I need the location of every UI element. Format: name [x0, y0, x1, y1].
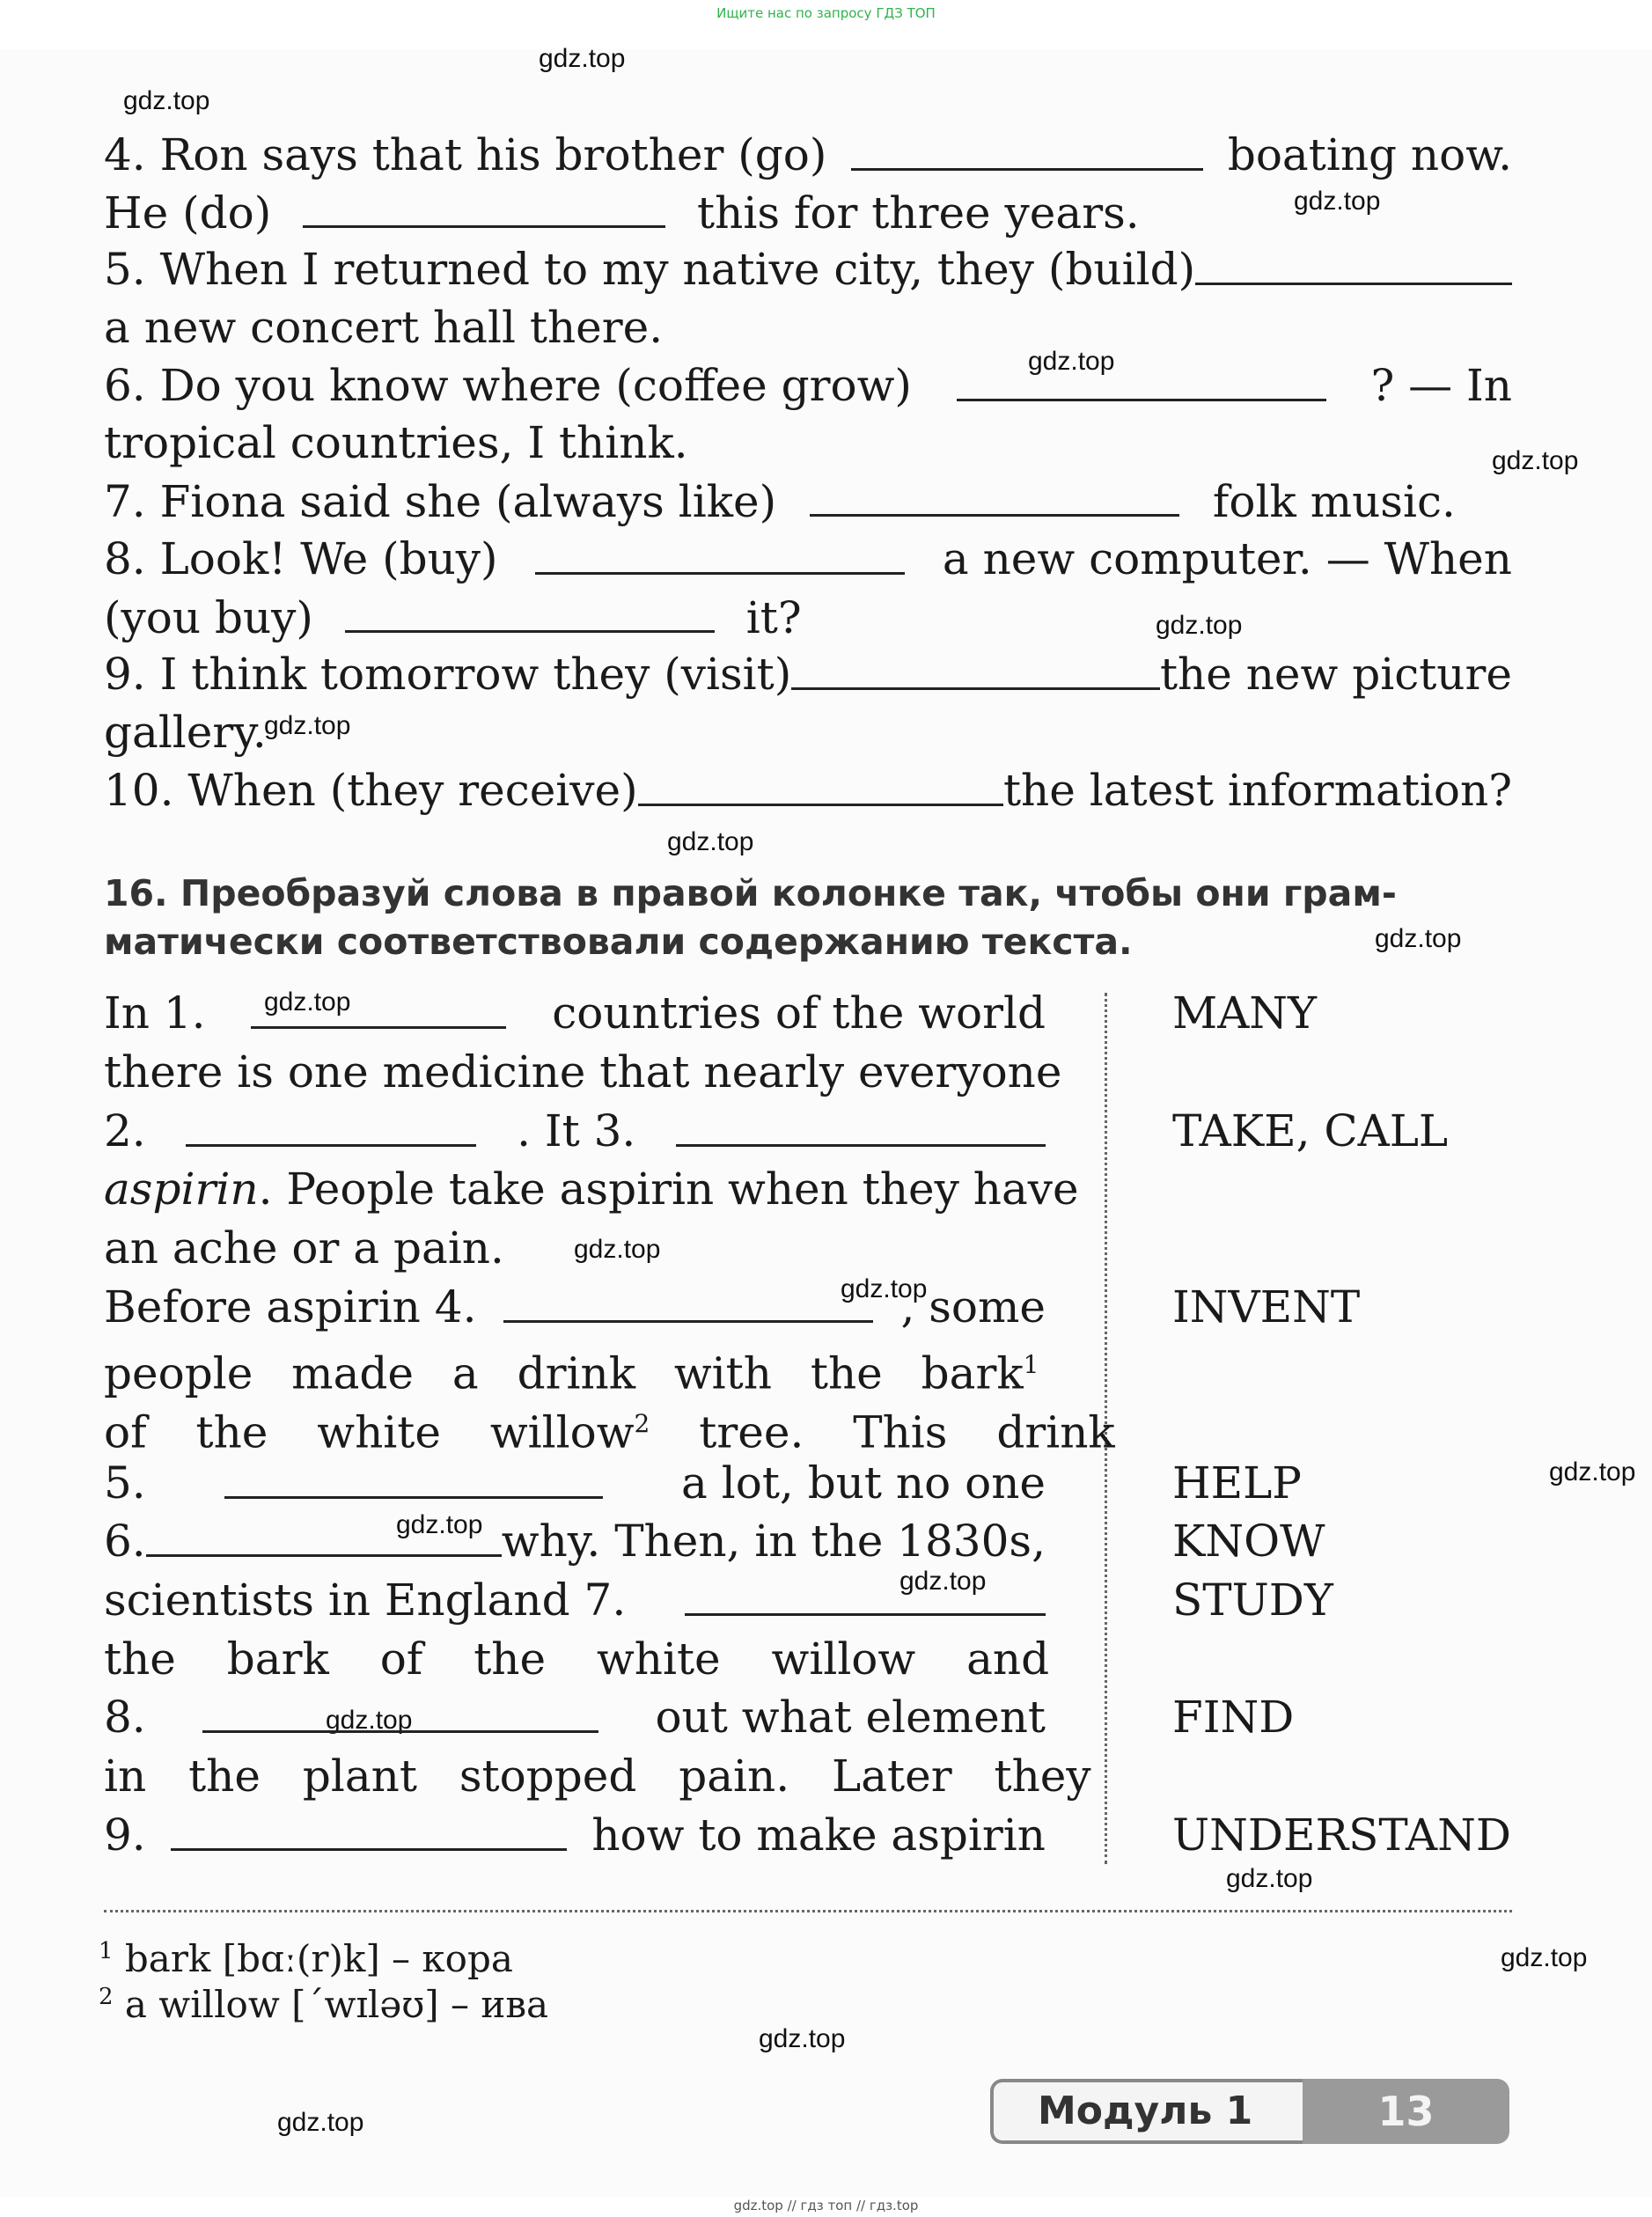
- task-heading: матически соответствовали содержанию текста.: [104, 921, 1133, 963]
- answer-blank[interactable]: [345, 588, 715, 633]
- watermark: gdz.top: [1492, 446, 1579, 475]
- watermark: gdz.top: [1156, 611, 1243, 640]
- watermark: gdz.top: [1226, 1864, 1313, 1893]
- text-line: Before aspirin 4. , some: [104, 1278, 1046, 1336]
- watermark: gdz.top: [899, 1567, 987, 1596]
- exercise-item-6-cont: tropical countries, I think.: [104, 417, 688, 468]
- watermark: gdz.top: [1375, 924, 1462, 953]
- watermark: gdz.top: [539, 44, 626, 73]
- exercise-item-7: 7. Fiona said she (always like) folk music.: [104, 472, 1512, 531]
- text-line: there is one medicine that nearly everyone: [104, 1046, 1062, 1097]
- watermark: gdz.top: [277, 2108, 364, 2137]
- answer-blank[interactable]: [503, 1278, 873, 1323]
- module-badge: [990, 2079, 1509, 2144]
- text-line: of the white willow$^2$ tree. This drink: [104, 1406, 1115, 1458]
- footnote-1: $^1$ bark [bɑː(r)k] – кора: [99, 1937, 513, 1980]
- text-line: an ache or a pain.: [104, 1222, 504, 1274]
- exercise-item-9: 9. I think tomorrow they (visit) the new picture: [104, 645, 1512, 703]
- answer-blank[interactable]: [638, 761, 1003, 806]
- text-line: people made a drink with the bark$^1$: [104, 1347, 1039, 1399]
- word-to-transform: INVENT: [1172, 1281, 1361, 1332]
- footnote-2: $^2$ a willow [ˊwɪləʊ] – ива: [99, 1983, 548, 2026]
- word-to-transform: TAKE, CALL: [1172, 1105, 1449, 1156]
- answer-blank[interactable]: [791, 645, 1160, 690]
- answer-blank[interactable]: [685, 1571, 1046, 1616]
- answer-blank[interactable]: [202, 1688, 598, 1733]
- answer-blank[interactable]: [186, 1102, 476, 1147]
- page-number: 13: [1303, 2079, 1509, 2144]
- text-line: 6. why. Then, in the 1830s,: [104, 1512, 1046, 1570]
- watermark: gdz.top: [1549, 1457, 1636, 1487]
- exercise-item-8-cont: (you buy) it?: [104, 588, 1512, 647]
- word-to-transform: MANY: [1172, 987, 1318, 1039]
- text-line: 2. . It 3.: [104, 1102, 1046, 1160]
- word-to-transform: STUDY: [1172, 1575, 1333, 1626]
- answer-blank[interactable]: [171, 1806, 567, 1851]
- answer-blank[interactable]: [851, 126, 1203, 171]
- text-line: scientists in England 7.: [104, 1571, 1046, 1629]
- watermark: gdz.top: [396, 1510, 483, 1539]
- text-line: the bark of the white willow and: [104, 1633, 1050, 1685]
- exercise-item-5: 5. When I returned to my native city, they (build): [104, 240, 1512, 298]
- footnote-divider: [104, 1910, 1512, 1912]
- watermark: gdz.top: [123, 86, 210, 115]
- exercise-item-5-cont: a new concert hall there.: [104, 302, 664, 353]
- exercise-item-6: 6. Do you know where (coffee grow) ? — In: [104, 356, 1512, 415]
- answer-blank[interactable]: [535, 530, 905, 575]
- answer-blank[interactable]: [224, 1454, 603, 1499]
- exercise-item-4-cont: He (do) this for three years.: [104, 183, 1512, 242]
- answer-blank[interactable]: [303, 183, 665, 228]
- text-line: 9. how to make aspirin: [104, 1806, 1046, 1864]
- text-line: 8. out what element: [104, 1688, 1046, 1746]
- watermark: gdz.top: [759, 2024, 846, 2053]
- task-heading: 16. Преобразуй слова в правой колонке так, чтобы они грам-: [104, 872, 1397, 914]
- answer-blank[interactable]: [251, 984, 506, 1029]
- text-line: In 1. countries of the world: [104, 984, 1046, 1042]
- watermark: gdz.top: [1501, 1943, 1588, 1972]
- answer-blank[interactable]: [1195, 240, 1512, 285]
- answer-blank[interactable]: [676, 1102, 1046, 1147]
- exercise-item-8: 8. Look! We (buy) a new computer. — When: [104, 530, 1512, 588]
- search-note: Ищите нас по запросу ГДЗ ТОП: [716, 5, 936, 21]
- watermark: gdz.top: [667, 827, 754, 856]
- watermark: gdz.top: [574, 1235, 661, 1264]
- module-label: Модуль 1: [990, 2079, 1350, 2144]
- text-line: 5. a lot, but no one: [104, 1454, 1046, 1512]
- watermark: gdz.top: [264, 711, 351, 740]
- watermark: gdz.top: [326, 1706, 413, 1735]
- watermark: gdz.top: [264, 987, 351, 1017]
- exercise-item-9-cont: gallery.: [104, 707, 267, 758]
- word-to-transform: HELP: [1172, 1457, 1302, 1509]
- text-line: aspirin. People take aspirin when they have: [104, 1164, 1079, 1215]
- watermark: gdz.top: [841, 1274, 928, 1303]
- text-line: in the plant stopped pain. Later they: [104, 1751, 1091, 1802]
- footer-note: gdz.top // гдз топ // гдз.top: [733, 2198, 919, 2213]
- watermark: gdz.top: [1294, 187, 1381, 216]
- word-to-transform: UNDERSTAND: [1172, 1810, 1511, 1861]
- exercise-item-10: 10. When (they receive) the latest information?: [104, 761, 1512, 819]
- answer-blank[interactable]: [146, 1512, 502, 1557]
- word-to-transform: KNOW: [1172, 1516, 1325, 1567]
- watermark: gdz.top: [1028, 347, 1115, 376]
- word-to-transform: FIND: [1172, 1692, 1295, 1743]
- exercise-item-4: 4. Ron says that his brother (go) boating now.: [104, 126, 1512, 184]
- answer-blank[interactable]: [810, 472, 1179, 517]
- answer-blank[interactable]: [957, 356, 1326, 401]
